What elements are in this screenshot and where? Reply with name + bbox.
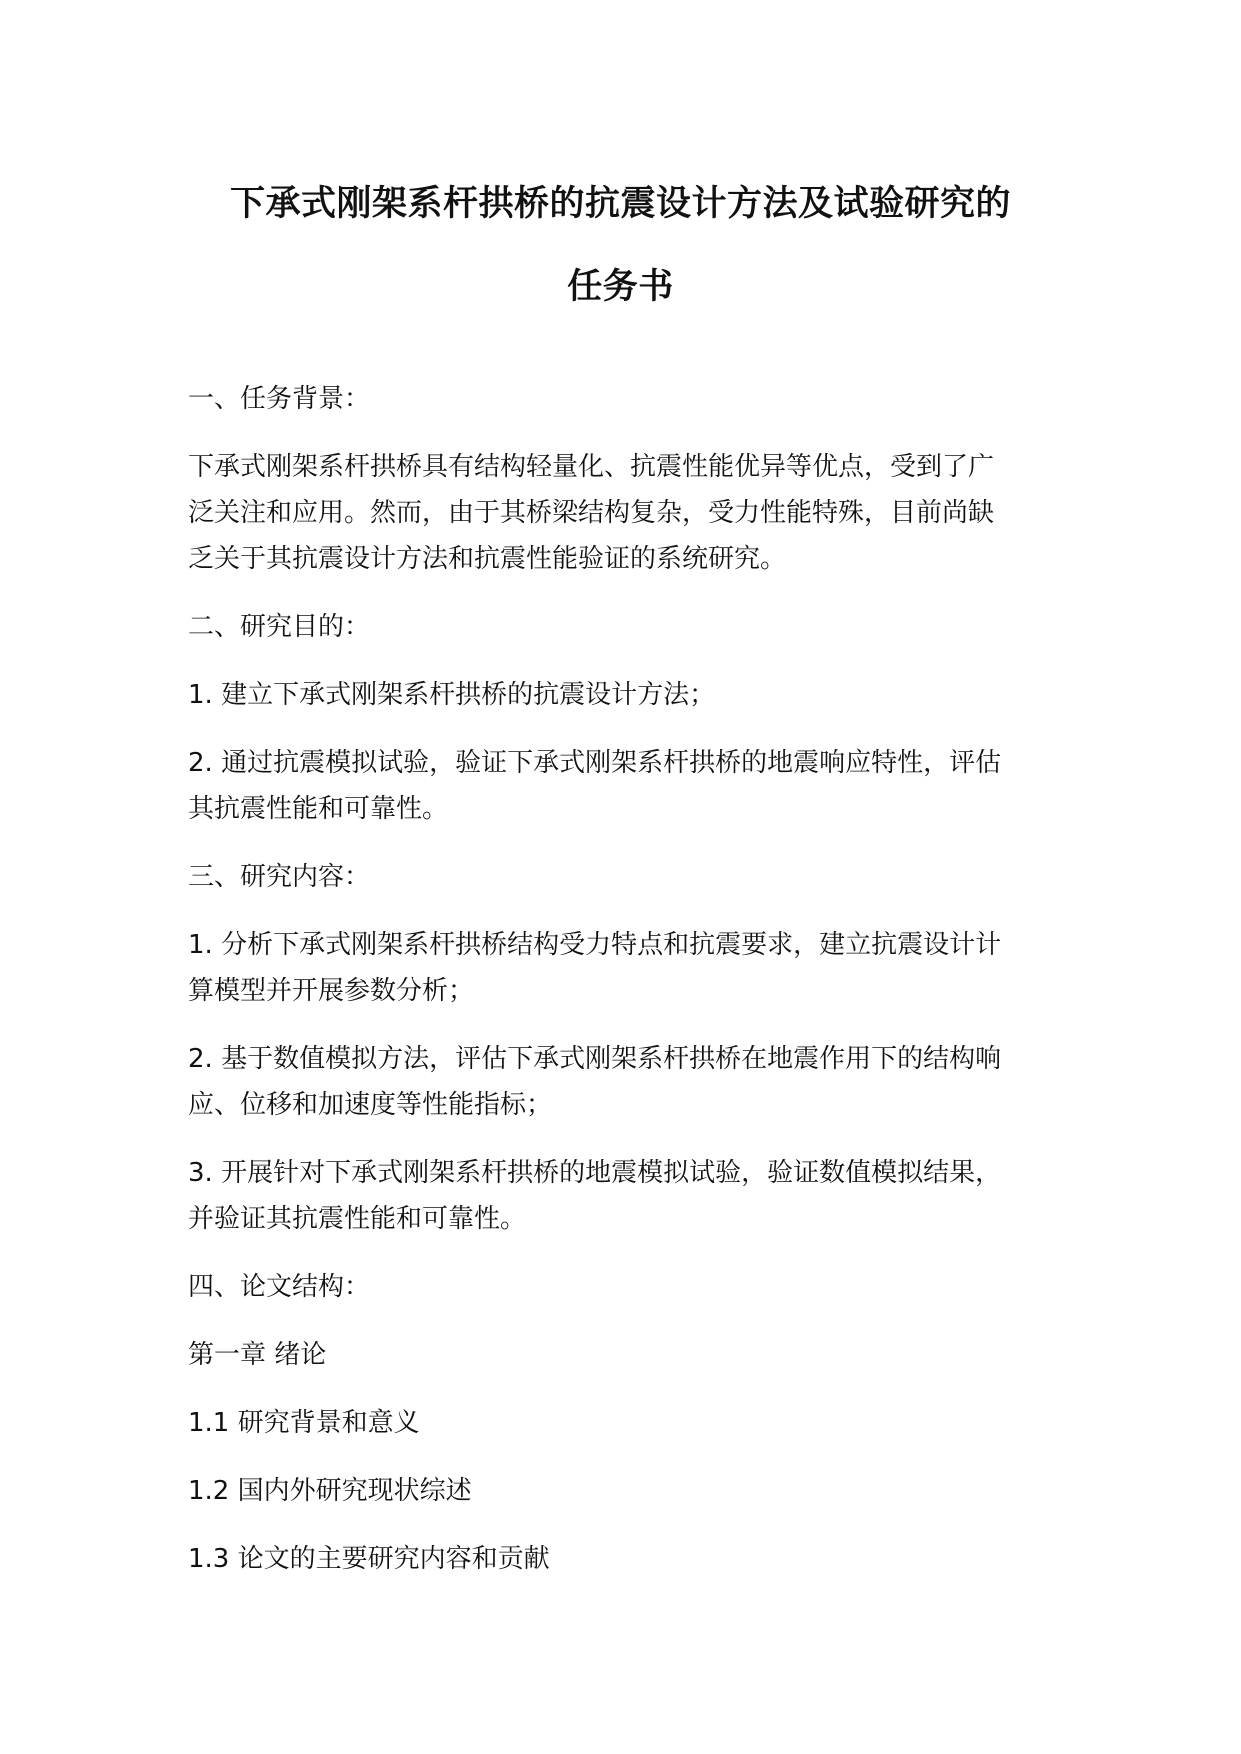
- text-line: 下承式刚架系杆拱桥具有结构轻量化、抗震性能优异等优点，受到了广: [188, 452, 995, 482]
- text-line: 1. 分析下承式刚架系杆拱桥结构受力特点和抗震要求，建立抗震设计计: [188, 930, 1002, 960]
- text-line: 应、位移和加速度等性能指标；: [188, 1090, 553, 1120]
- text-line: 2. 基于数值模拟方法，评估下承式刚架系杆拱桥在地震作用下的结构响: [188, 1044, 1002, 1074]
- text-line: 泛关注和应用。然而，由于其桥梁结构复杂，受力性能特殊，目前尚缺: [188, 498, 995, 528]
- section-heading-objectives: 二、研究目的：: [188, 612, 371, 642]
- objective-item-2: [188, 740, 1058, 832]
- text-line: 2. 通过抗震模拟试验，验证下承式刚架系杆拱桥的地震响应特性，评估: [188, 748, 1002, 778]
- content-item-1: [188, 922, 1058, 1014]
- subsection-1-1: 1.1 研究背景和意义: [188, 1408, 420, 1438]
- text-line: 并验证其抗震性能和可靠性。: [188, 1204, 527, 1234]
- document-body: [188, 376, 1058, 1604]
- chapter-1-heading: 第一章 绪论: [188, 1340, 327, 1370]
- subsection-1-2: 1.2 国内外研究现状综述: [188, 1476, 472, 1506]
- text-line: 3. 开展针对下承式刚架系杆拱桥的地震模拟试验，验证数值模拟结果，: [188, 1158, 1002, 1188]
- text-line: 乏关于其抗震设计方法和抗震性能验证的系统研究。: [188, 544, 787, 574]
- text-line: 其抗震性能和可靠性。: [188, 794, 449, 824]
- objective-item-1: 1. 建立下承式刚架系杆拱桥的抗震设计方法；: [188, 680, 716, 710]
- content-item-3: [188, 1150, 1058, 1242]
- document-title-line-2: 任务书: [567, 267, 674, 307]
- content-item-2: [188, 1036, 1058, 1128]
- section-heading-background: 一、任务背景：: [188, 384, 371, 414]
- background-paragraph: [188, 444, 1058, 582]
- section-heading-structure: 四、论文结构：: [188, 1272, 371, 1302]
- section-heading-content: 三、研究内容：: [188, 862, 371, 892]
- text-line: 算模型并开展参数分析；: [188, 976, 475, 1006]
- document-title-line-1: 下承式刚架系杆拱桥的抗震设计方法及试验研究的: [229, 184, 1011, 224]
- subsection-1-3: 1.3 论文的主要研究内容和贡献: [188, 1544, 550, 1574]
